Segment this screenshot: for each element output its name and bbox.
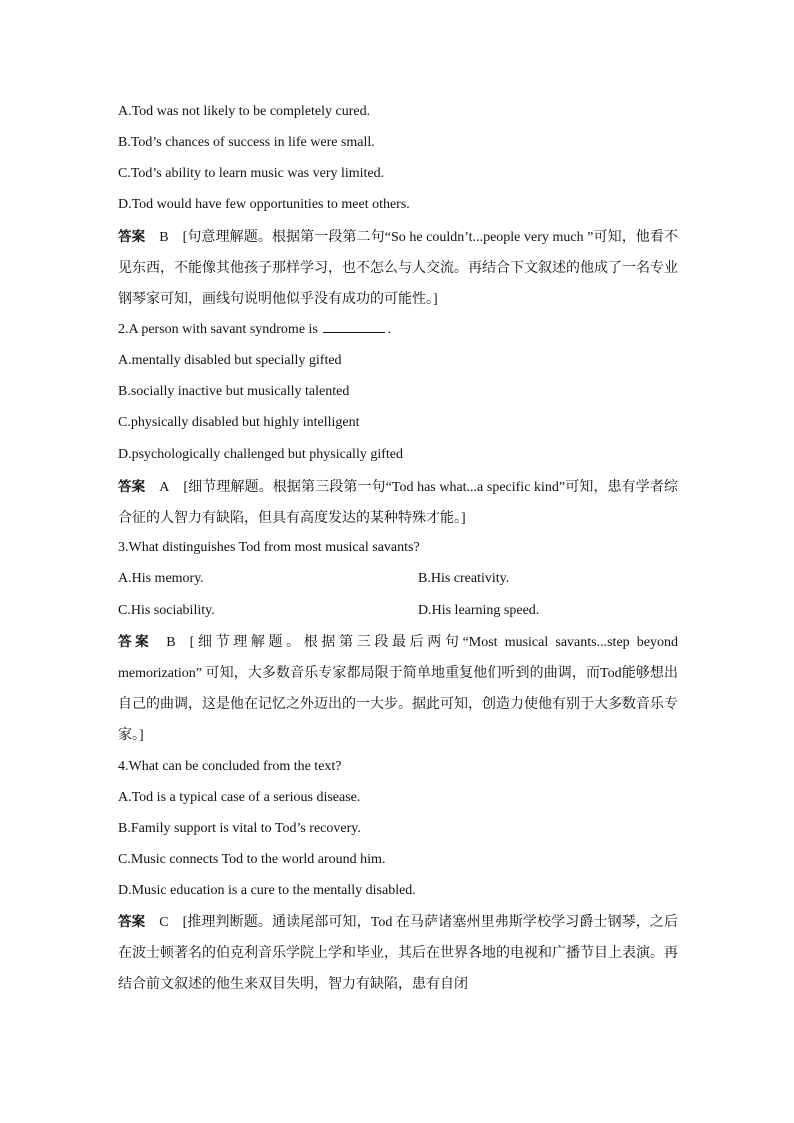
q3-option-b: B.His creativity. — [418, 571, 510, 586]
q4-option-c: C.Music connects Tod to the world around him. — [118, 852, 386, 867]
answer-explanation: [句意理解题。根据第一段第二句“So he couldn’t...people very much ”可知，他看不见东西，不能像其他孩子那样学习，也不怎么与人交流。再结合下文叙述的他成了一名专业钢琴家可知，画线句说明他似乎没有成功的可能性。] — [118, 230, 679, 307]
answer-blank — [323, 320, 385, 333]
q1-option-c: C.Tod’s ability to learn music was very limited. — [118, 166, 385, 181]
q4-option-a: A.Tod is a typical case of a serious disease. — [118, 790, 361, 805]
answer-label: 答案 — [118, 634, 153, 650]
answer-label: 答案 — [118, 229, 146, 245]
answer-letter: C — [159, 915, 169, 930]
q2-stem-end: . — [387, 322, 391, 337]
answer-explanation: [细节理解题。根据第三段最后两句“Most musical savants...step beyond memorization” 可知，大多数音乐专家都局限于简单地重复他们听到的曲调，而Tod能够想出自己的曲调，这是他在记忆之外迈出的一大步。据此可知，创造力使他有别于大多数音乐专家。] — [118, 635, 679, 743]
q3-option-c: C.His sociability. — [118, 603, 215, 618]
q3-option-a: A.His memory. — [118, 571, 204, 586]
q2-option-d: D.psychologically challenged but physically gifted — [118, 447, 403, 462]
answer-explanation: [细节理解题。根据第三段第一句“Tod has what...a specific kind”可知，患有学者综合征的人智力有缺陷，但具有高度发达的某种特殊才能。] — [118, 480, 679, 526]
q4-stem: 4.What can be concluded from the text? — [118, 759, 342, 774]
q2-answer — [118, 472, 678, 534]
q4-option-d: D.Music education is a cure to the mentally disabled. — [118, 883, 416, 898]
q3-stem: 3.What distinguishes Tod from most musical savants? — [118, 540, 420, 555]
answer-letter: B — [166, 635, 176, 650]
answer-label: 答案 — [118, 914, 146, 930]
q2-option-c: C.physically disabled but highly intelligent — [118, 415, 360, 430]
q2-option-a: A.mentally disabled but specially gifted — [118, 353, 342, 368]
q2-stem — [118, 320, 678, 340]
q2-stem-text: 2.A person with savant syndrome is — [118, 322, 318, 337]
answer-label: 答案 — [118, 479, 146, 495]
q4-answer — [118, 907, 678, 1000]
q3-answer — [118, 627, 678, 751]
q1-answer — [118, 222, 678, 315]
q3-option-d: D.His learning speed. — [418, 603, 540, 618]
q1-option-d: D.Tod would have few opportunities to meet others. — [118, 197, 410, 212]
answer-letter: B — [159, 230, 169, 245]
q2-option-b: B.socially inactive but musically talented — [118, 384, 350, 399]
answer-letter: A — [159, 480, 170, 495]
q1-option-a: A.Tod was not likely to be completely cured. — [118, 104, 371, 119]
q1-option-b: B.Tod’s chances of success in life were small. — [118, 135, 375, 150]
answer-explanation: [推理判断题。通读尾部可知，Tod 在马萨诸塞州里弗斯学校学习爵士钢琴，之后在波士顿著名的伯克利音乐学院上学和毕业，其后在世界各地的电视和广播节目上表演。再结合前文叙述的他生来双目失明，智力有缺陷，患有自闭 — [118, 915, 679, 992]
q4-option-b: B.Family support is vital to Tod’s recovery. — [118, 821, 361, 836]
